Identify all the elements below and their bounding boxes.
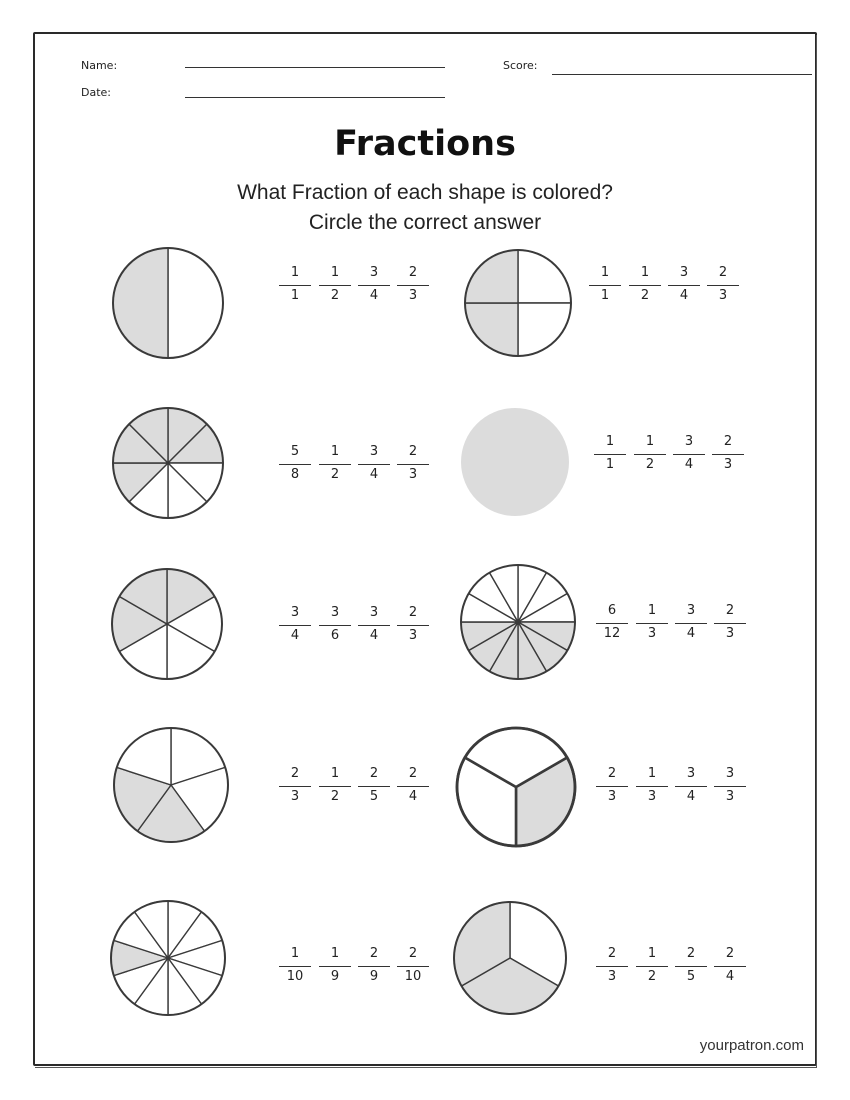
fraction-bar [596, 966, 628, 967]
fraction-bar [675, 966, 707, 967]
answer-choice[interactable] [712, 765, 748, 809]
denominator: 4 [679, 288, 689, 303]
numerator: 1 [290, 265, 300, 280]
numerator: 3 [684, 434, 694, 449]
answer-choice[interactable] [627, 264, 663, 308]
denominator: 5 [369, 789, 379, 804]
answer-choice[interactable] [592, 433, 628, 477]
denominator: 4 [684, 457, 694, 472]
answer-choices-5 [277, 604, 437, 648]
fraction-bar [634, 454, 666, 455]
numerator: 5 [290, 444, 300, 459]
fraction-bar [707, 285, 739, 286]
fraction-bar [714, 966, 746, 967]
answer-choice[interactable] [317, 604, 353, 648]
fraction-bar [279, 786, 311, 787]
fraction-bar [589, 285, 621, 286]
answer-choice[interactable] [632, 433, 668, 477]
numerator: 1 [330, 766, 340, 781]
answer-choice[interactable] [317, 765, 353, 809]
numerator: 2 [290, 766, 300, 781]
answer-choice[interactable] [277, 765, 313, 809]
denominator: 6 [330, 628, 340, 643]
fraction-circle-2 [461, 246, 575, 360]
answer-choice[interactable] [634, 602, 670, 646]
numerator: 3 [686, 766, 696, 781]
answer-choice[interactable] [634, 945, 670, 989]
numerator: 3 [330, 605, 340, 620]
fraction-bar [629, 285, 661, 286]
numerator: 2 [607, 766, 617, 781]
denominator: 1 [600, 288, 610, 303]
denominator: 4 [686, 789, 696, 804]
denominator: 10 [286, 969, 304, 984]
numerator: 2 [408, 265, 418, 280]
denominator: 3 [647, 789, 657, 804]
denominator: 9 [330, 969, 340, 984]
fraction-circle-6 [457, 561, 579, 683]
numerator: 3 [369, 605, 379, 620]
denominator: 2 [330, 288, 340, 303]
fraction-bar [358, 285, 390, 286]
numerator: 3 [369, 444, 379, 459]
answer-choice[interactable] [277, 604, 313, 648]
fraction-bar [279, 464, 311, 465]
answer-choice[interactable] [634, 765, 670, 809]
answer-choices-9 [277, 945, 437, 989]
answer-choice[interactable] [317, 945, 353, 989]
fraction-bar [712, 454, 744, 455]
denominator: 4 [408, 789, 418, 804]
answer-choice[interactable] [356, 945, 392, 989]
numerator: 3 [725, 766, 735, 781]
numerator: 1 [330, 444, 340, 459]
numerator: 1 [647, 766, 657, 781]
fraction-bar [358, 786, 390, 787]
answer-choice[interactable] [705, 264, 741, 308]
answer-choice[interactable] [710, 433, 746, 477]
denominator: 3 [408, 628, 418, 643]
name-label: Name: [81, 59, 118, 72]
answer-choice[interactable] [594, 602, 630, 646]
numerator: 6 [607, 603, 617, 618]
denominator: 3 [607, 789, 617, 804]
fraction-bar [279, 625, 311, 626]
answer-choice[interactable] [671, 433, 707, 477]
answer-choice[interactable] [673, 765, 709, 809]
fraction-bar [397, 464, 429, 465]
fraction-bar [397, 966, 429, 967]
denominator: 3 [718, 288, 728, 303]
fraction-bar [397, 786, 429, 787]
fraction-bar [673, 454, 705, 455]
circle-slice [461, 408, 569, 516]
answer-choice[interactable] [356, 264, 392, 308]
fraction-bar [358, 464, 390, 465]
denominator: 3 [290, 789, 300, 804]
denominator: 3 [725, 626, 735, 641]
denominator: 1 [290, 288, 300, 303]
answer-choice[interactable] [317, 264, 353, 308]
denominator: 10 [404, 969, 422, 984]
denominator: 4 [290, 628, 300, 643]
answer-choice[interactable] [395, 765, 431, 809]
numerator: 3 [369, 265, 379, 280]
page-title: Fractions [334, 124, 516, 164]
denominator: 4 [369, 288, 379, 303]
numerator: 1 [600, 265, 610, 280]
fraction-circle-3 [109, 404, 227, 522]
answer-choice[interactable] [356, 443, 392, 487]
answer-choice[interactable] [712, 602, 748, 646]
fraction-bar [596, 623, 628, 624]
answer-choice[interactable] [317, 443, 353, 487]
fraction-bar [319, 625, 351, 626]
answer-choice[interactable] [395, 604, 431, 648]
answer-choice[interactable] [395, 264, 431, 308]
fraction-circle-1 [109, 244, 227, 362]
denominator: 3 [408, 288, 418, 303]
denominator: 2 [647, 969, 657, 984]
numerator: 2 [723, 434, 733, 449]
fraction-bar [636, 786, 668, 787]
empty-slice [168, 248, 223, 358]
fraction-circle-8 [453, 724, 579, 850]
score-answer-line[interactable] [552, 74, 812, 75]
date-label: Date: [81, 86, 111, 99]
answer-choice[interactable] [673, 945, 709, 989]
fraction-bar [279, 285, 311, 286]
fraction-bar [319, 966, 351, 967]
fraction-bar [397, 625, 429, 626]
denominator: 3 [408, 467, 418, 482]
numerator: 2 [607, 946, 617, 961]
numerator: 3 [290, 605, 300, 620]
numerator: 3 [686, 603, 696, 618]
fraction-bar [675, 623, 707, 624]
answer-choices-6 [594, 602, 754, 646]
answer-choices-7 [277, 765, 437, 809]
fraction-bar [668, 285, 700, 286]
answer-choices-8 [594, 765, 754, 809]
numerator: 1 [647, 946, 657, 961]
score-label: Score: [503, 59, 538, 72]
fraction-circle-5 [108, 565, 226, 683]
fraction-bar [397, 285, 429, 286]
answer-choice[interactable] [356, 765, 392, 809]
answer-choices-2 [587, 264, 747, 308]
answer-choice[interactable] [712, 945, 748, 989]
denominator: 5 [686, 969, 696, 984]
answer-choices-3 [277, 443, 437, 487]
fraction-bar [358, 625, 390, 626]
denominator: 4 [369, 628, 379, 643]
fraction-bar [319, 786, 351, 787]
numerator: 1 [605, 434, 615, 449]
answer-choice[interactable] [277, 443, 313, 487]
answer-choice[interactable] [277, 945, 313, 989]
date-answer-line[interactable] [185, 97, 445, 98]
answer-choice[interactable] [356, 604, 392, 648]
fraction-bar [594, 454, 626, 455]
fraction-bar [596, 786, 628, 787]
fraction-circle-4 [457, 404, 573, 520]
answer-choice[interactable] [587, 264, 623, 308]
numerator: 1 [290, 946, 300, 961]
name-answer-line[interactable] [185, 67, 445, 68]
denominator: 4 [686, 626, 696, 641]
fraction-bar [714, 623, 746, 624]
numerator: 3 [679, 265, 689, 280]
denominator: 2 [645, 457, 655, 472]
footer-website: yourpatron.com [699, 1037, 804, 1054]
denominator: 3 [725, 789, 735, 804]
denominator: 4 [725, 969, 735, 984]
denominator: 9 [369, 969, 379, 984]
shaded-slice [113, 248, 168, 358]
answer-choices-1 [277, 264, 437, 308]
fraction-bar [279, 966, 311, 967]
denominator: 2 [330, 789, 340, 804]
numerator: 2 [408, 766, 418, 781]
numerator: 2 [718, 265, 728, 280]
answer-choice[interactable] [395, 443, 431, 487]
answer-choice[interactable] [666, 264, 702, 308]
answer-choice[interactable] [594, 945, 630, 989]
numerator: 2 [686, 946, 696, 961]
numerator: 1 [330, 946, 340, 961]
denominator: 4 [369, 467, 379, 482]
denominator: 2 [640, 288, 650, 303]
fraction-bar [714, 786, 746, 787]
fraction-bar [636, 623, 668, 624]
denominator: 3 [647, 626, 657, 641]
fraction-bar [319, 285, 351, 286]
numerator: 1 [647, 603, 657, 618]
denominator: 8 [290, 467, 300, 482]
denominator: 12 [603, 626, 621, 641]
answer-choice[interactable] [277, 264, 313, 308]
fraction-circle-9 [107, 897, 229, 1019]
fraction-bar [675, 786, 707, 787]
answer-choices-10 [594, 945, 754, 989]
numerator: 1 [640, 265, 650, 280]
denominator: 3 [607, 969, 617, 984]
numerator: 1 [645, 434, 655, 449]
denominator: 2 [330, 467, 340, 482]
answer-choice[interactable] [395, 945, 431, 989]
answer-choices-4 [592, 433, 752, 477]
fraction-bar [636, 966, 668, 967]
numerator: 1 [330, 265, 340, 280]
numerator: 2 [369, 766, 379, 781]
numerator: 2 [408, 444, 418, 459]
answer-choice[interactable] [594, 765, 630, 809]
fraction-bar [358, 966, 390, 967]
answer-choice[interactable] [673, 602, 709, 646]
numerator: 2 [408, 605, 418, 620]
instruction-line-1: What Fraction of each shape is colored? [237, 181, 613, 204]
fraction-bar [319, 464, 351, 465]
denominator: 1 [605, 457, 615, 472]
fraction-circle-7 [110, 724, 232, 846]
numerator: 2 [725, 946, 735, 961]
numerator: 2 [725, 603, 735, 618]
fraction-circle-10 [450, 898, 570, 1018]
denominator: 3 [723, 457, 733, 472]
instruction-line-2: Circle the correct answer [308, 211, 542, 234]
numerator: 2 [369, 946, 379, 961]
numerator: 2 [408, 946, 418, 961]
